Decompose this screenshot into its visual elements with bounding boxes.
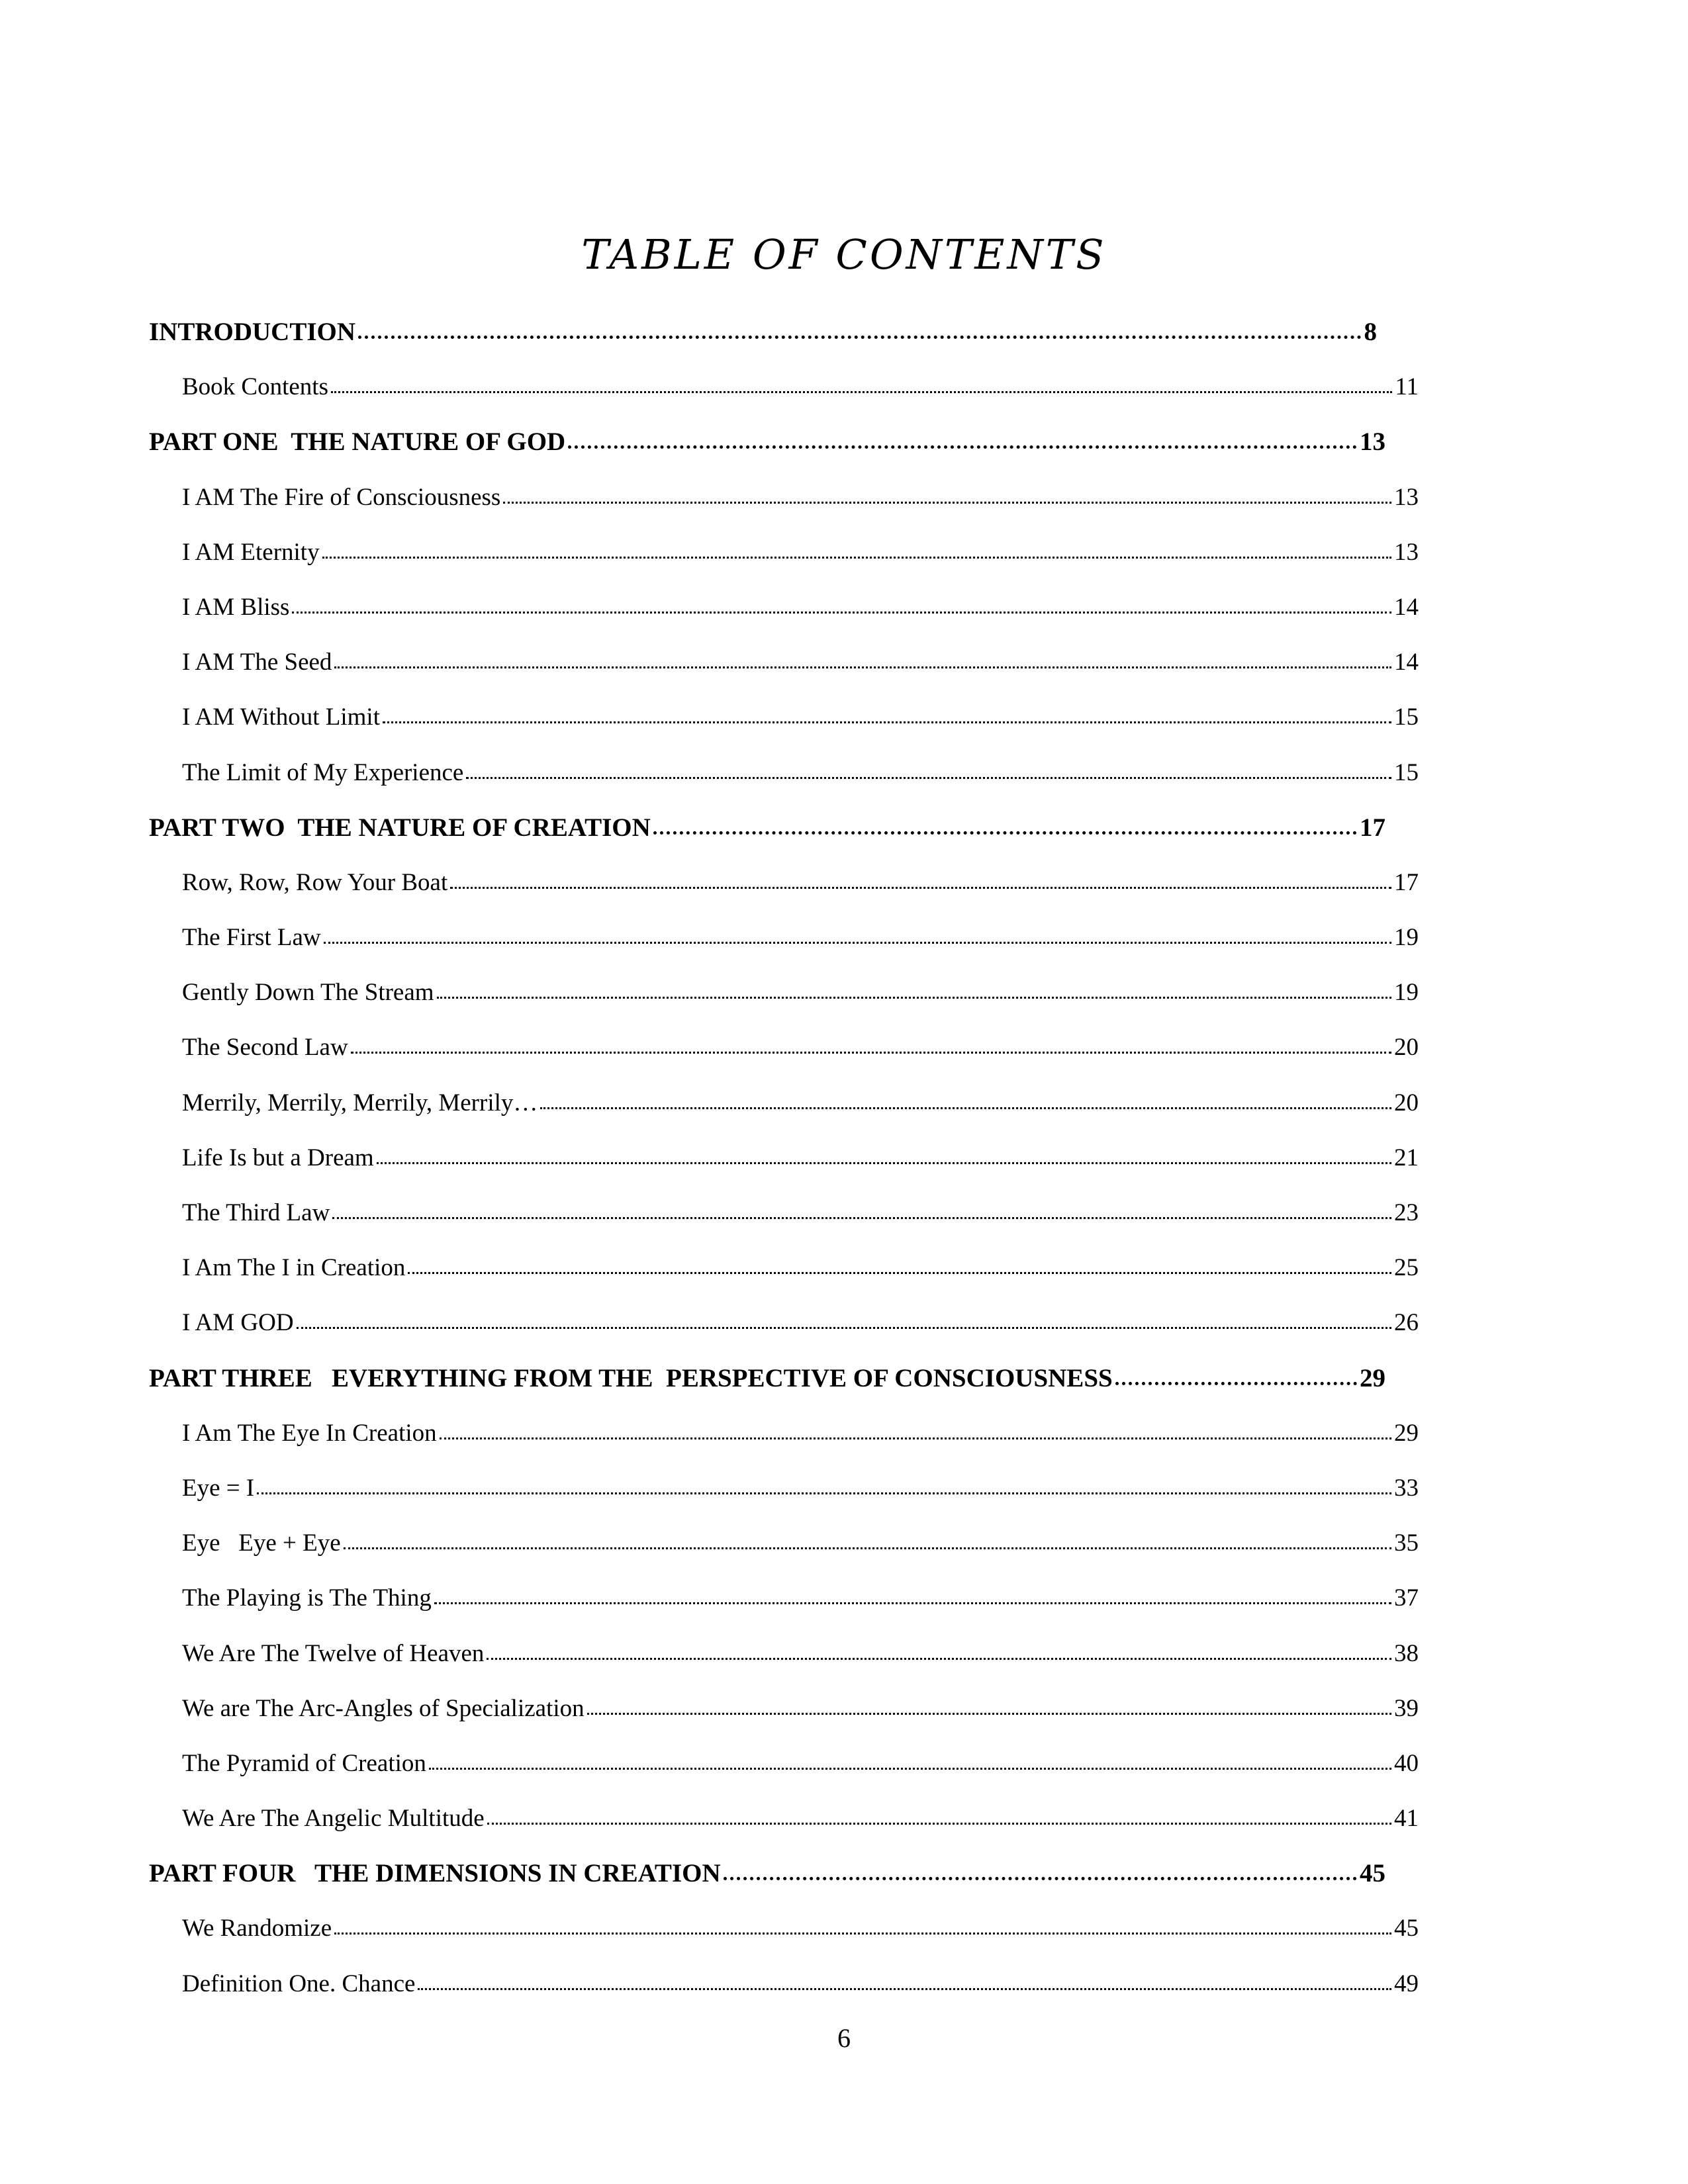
toc-entry-page: 17	[1394, 868, 1419, 896]
toc-entry-page: 17	[1360, 813, 1385, 842]
dot-leader	[587, 1713, 1391, 1715]
toc-entry[interactable]	[149, 1956, 1419, 2011]
dot-leader	[297, 1327, 1391, 1329]
toc-entry-page: 35	[1394, 1529, 1419, 1557]
toc-entry-book-contents[interactable]	[149, 359, 1419, 414]
toc-entry-page: 29	[1360, 1363, 1385, 1392]
toc-entry-label: Life Is but a Dream	[182, 1144, 374, 1171]
toc-entry[interactable]	[149, 1626, 1419, 1681]
dot-leader	[332, 1217, 1391, 1219]
toc-entry-label: Eye = I	[182, 1474, 255, 1502]
dot-leader	[429, 1768, 1391, 1770]
toc-entry-page: 19	[1394, 924, 1419, 952]
toc-entry[interactable]	[149, 1901, 1419, 1956]
toc-entry-page: 33	[1394, 1474, 1419, 1502]
toc-entry-page: 38	[1394, 1639, 1419, 1667]
dot-leader	[322, 557, 1391, 559]
toc-entry-label: Row, Row, Row Your Boat	[182, 868, 448, 896]
toc-entry-page: 45	[1360, 1859, 1385, 1888]
toc-entry-label: I AM The Fire of Consciousness	[182, 483, 501, 511]
toc-entry-page: 13	[1360, 428, 1385, 457]
toc-entry-label: I AM Eternity	[182, 538, 320, 566]
toc-entry-page: 41	[1394, 1805, 1419, 1833]
toc-entry-page: 29	[1394, 1419, 1419, 1447]
dot-leader	[440, 1437, 1391, 1439]
toc-entry[interactable]	[149, 1681, 1419, 1736]
toc-entry-label: Merrily, Merrily, Merrily, Merrily…	[182, 1089, 538, 1116]
toc-entry-page: 26	[1394, 1309, 1419, 1337]
toc-entry-label: PART TWO THE NATURE OF CREATION	[149, 813, 651, 842]
toc-entry-label: Book Contents	[182, 373, 328, 401]
toc-entry-page: 8	[1364, 318, 1377, 346]
toc-entry[interactable]	[149, 580, 1419, 635]
dot-leader	[257, 1492, 1391, 1494]
toc-entry-label: I AM GOD	[182, 1309, 294, 1337]
dot-leader	[450, 887, 1391, 889]
dot-leader	[487, 1658, 1391, 1660]
dot-leader	[434, 1602, 1391, 1604]
toc-entry[interactable]	[149, 525, 1419, 580]
toc-entry[interactable]	[149, 690, 1419, 745]
toc-entry[interactable]	[149, 965, 1419, 1020]
toc-entry-label: PART FOUR THE DIMENSIONS IN CREATION	[149, 1859, 721, 1888]
toc-entry-label: The Playing is The Thing	[182, 1584, 432, 1612]
toc-entry-page: 15	[1394, 704, 1419, 731]
toc-entry-label: PART ONE THE NATURE OF GOD	[149, 428, 566, 457]
toc-entry[interactable]	[149, 1020, 1419, 1075]
toc-entry[interactable]	[149, 1185, 1419, 1240]
toc-entry-label: We Are The Twelve of Heaven	[182, 1639, 485, 1667]
dot-leader	[408, 1272, 1391, 1274]
toc-entry-label: The First Law	[182, 924, 321, 952]
dot-leader	[358, 336, 1361, 339]
toc-entry-page: 49	[1394, 1970, 1419, 1997]
toc-entry[interactable]	[149, 910, 1419, 965]
dot-leader	[466, 777, 1391, 779]
toc-entry[interactable]	[149, 1295, 1419, 1350]
toc-entry[interactable]	[149, 1791, 1419, 1846]
toc-entry[interactable]	[149, 1130, 1419, 1185]
dot-leader	[331, 391, 1392, 393]
dot-leader	[377, 1162, 1391, 1164]
dot-leader	[418, 1988, 1391, 1990]
dot-leader	[724, 1877, 1357, 1880]
dot-leader	[344, 1547, 1391, 1549]
toc-entry-page: 37	[1394, 1584, 1419, 1612]
toc-entry[interactable]	[149, 855, 1419, 910]
toc-entry[interactable]	[149, 1406, 1419, 1461]
dot-leader	[292, 612, 1391, 614]
toc-entry-label: Eye Eye + Eye	[182, 1529, 341, 1557]
dot-leader	[437, 997, 1391, 999]
toc-entry[interactable]	[149, 1075, 1419, 1130]
toc-entry-page: 11	[1395, 373, 1419, 401]
dot-leader	[383, 721, 1391, 723]
toc-entry-label: PART THREE EVERYTHING FROM THE PERSPECTIVE OF CONSCIOUSNESS	[149, 1363, 1113, 1392]
toc-entry-page: 23	[1394, 1199, 1419, 1226]
toc-entry-part-two[interactable]	[149, 800, 1385, 855]
toc-entry-label: INTRODUCTION	[149, 318, 356, 346]
toc-entry-label: We Are The Angelic Multitude	[182, 1805, 485, 1833]
toc-entry-page: 13	[1394, 483, 1419, 511]
toc-entry[interactable]	[149, 1736, 1419, 1791]
toc-entry-label: I Am The I in Creation	[182, 1254, 406, 1282]
page-title: TABLE OF CONTENTS	[581, 230, 1107, 279]
dot-leader	[334, 1933, 1391, 1934]
toc-entry-page: 20	[1394, 1034, 1419, 1062]
toc-entry-page: 13	[1394, 538, 1419, 566]
toc-entry[interactable]	[149, 1240, 1419, 1295]
dot-leader	[334, 666, 1391, 668]
toc-entry-part-three[interactable]	[149, 1351, 1385, 1406]
dot-leader	[568, 445, 1357, 449]
toc-entry-label: The Third Law	[182, 1199, 330, 1226]
dot-leader	[324, 942, 1391, 944]
toc-entry-page: 21	[1394, 1144, 1419, 1171]
toc-entry-introduction[interactable]	[149, 304, 1377, 359]
toc-entry[interactable]	[149, 635, 1419, 690]
toc-entry[interactable]	[149, 1516, 1419, 1570]
toc-entry-page: 39	[1394, 1694, 1419, 1722]
toc-entry-label: We Randomize	[182, 1915, 332, 1942]
toc-entry-label: Gently Down The Stream	[182, 979, 434, 1007]
toc-entry-page: 25	[1394, 1254, 1419, 1282]
toc-entry[interactable]	[149, 745, 1419, 800]
toc-entry-label: Definition One. Chance	[182, 1970, 416, 1997]
dot-leader	[540, 1107, 1391, 1109]
toc-entry-label: The Limit of My Experience	[182, 758, 464, 786]
toc-entry-label: The Pyramid of Creation	[182, 1749, 426, 1777]
toc-entry-page: 14	[1394, 593, 1419, 621]
toc-entry-label: I AM The Seed	[182, 649, 332, 676]
table-of-contents	[149, 304, 1419, 2011]
toc-entry-label: I AM Bliss	[182, 593, 290, 621]
toc-entry-page: 15	[1394, 758, 1419, 786]
toc-entry-label: I AM Without Limit	[182, 704, 380, 731]
dot-leader	[503, 502, 1391, 504]
toc-entry-page: 45	[1394, 1915, 1419, 1942]
dot-leader	[653, 831, 1357, 835]
toc-entry-label: We are The Arc-Angles of Specialization	[182, 1694, 585, 1722]
toc-entry-part-one[interactable]	[149, 414, 1385, 469]
toc-entry-page: 20	[1394, 1089, 1419, 1116]
toc-entry-page: 14	[1394, 649, 1419, 676]
dot-leader	[351, 1052, 1391, 1054]
toc-entry[interactable]	[149, 470, 1419, 525]
toc-entry-page: 40	[1394, 1749, 1419, 1777]
page-number: 6	[837, 2023, 851, 2053]
toc-entry-part-four[interactable]	[149, 1846, 1385, 1901]
toc-entry-page: 19	[1394, 979, 1419, 1007]
toc-entry-label: I Am The Eye In Creation	[182, 1419, 437, 1447]
toc-entry[interactable]	[149, 1461, 1419, 1516]
dot-leader	[1115, 1382, 1357, 1385]
toc-entry[interactable]	[149, 1570, 1419, 1625]
dot-leader	[487, 1823, 1391, 1825]
toc-entry-label: The Second Law	[182, 1034, 348, 1062]
